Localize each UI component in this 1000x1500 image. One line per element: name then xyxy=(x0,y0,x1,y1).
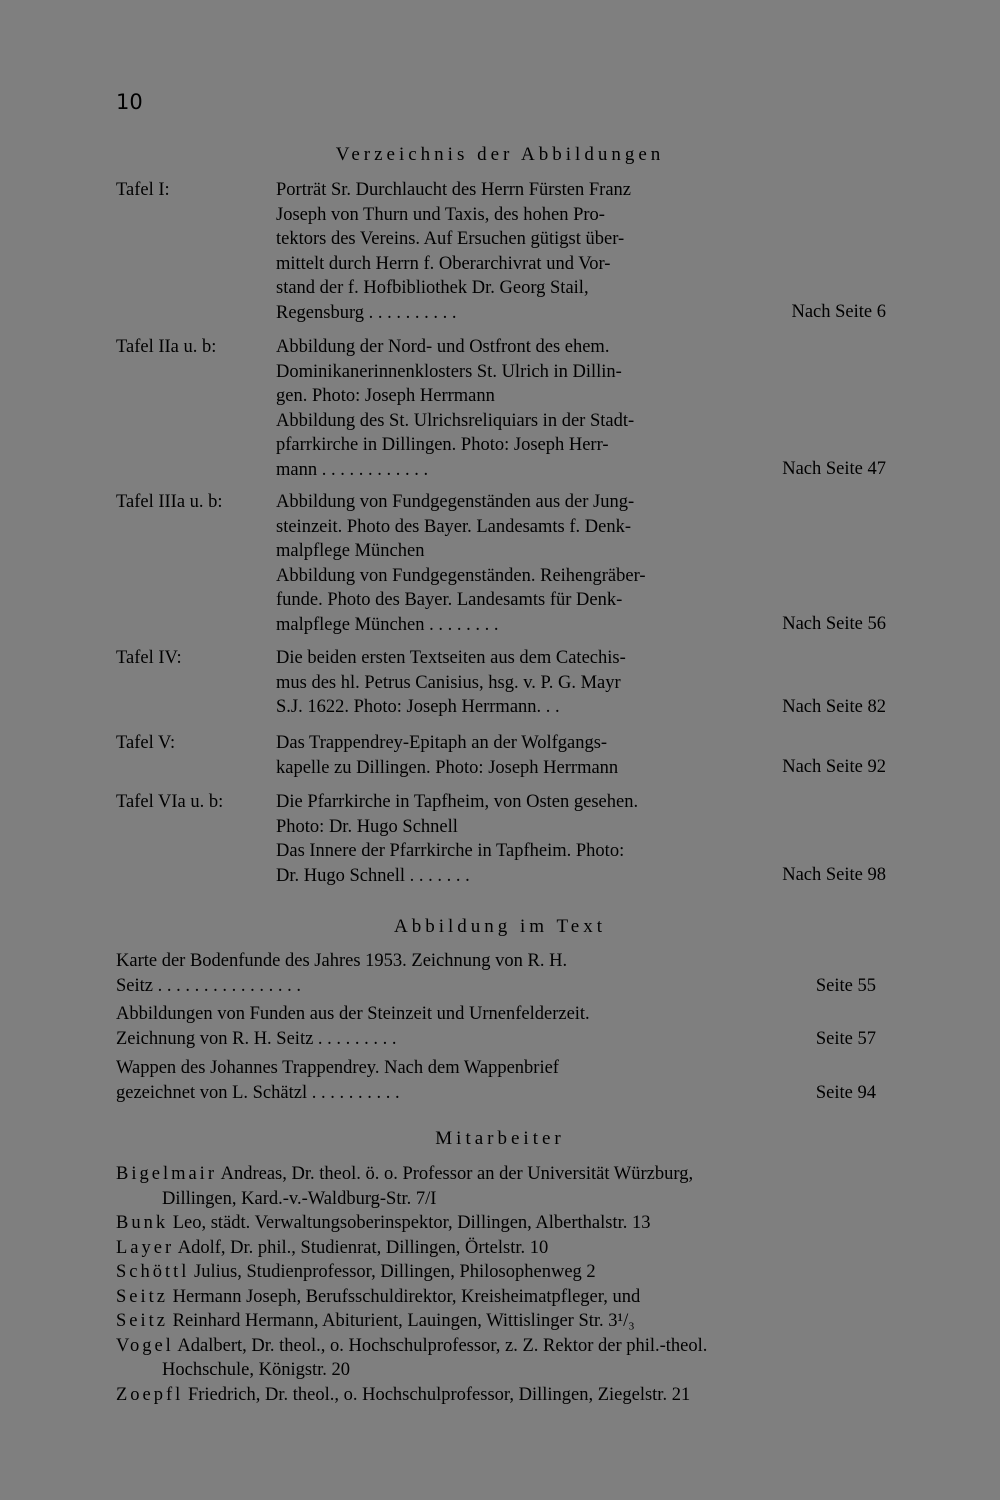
description-line: Dominikanerinnenklosters St. Ulrich in Dillin- xyxy=(276,361,622,382)
contributor-name: Vogel xyxy=(116,1335,174,1356)
contributor-name: Bunk xyxy=(116,1213,169,1233)
contributor-details: Leo, städt. Verwaltungsoberinspektor, Dillingen, Alberthalstr. 13 xyxy=(168,1213,651,1233)
description-line: Die beiden ersten Textseiten aus dem Catechis- xyxy=(276,648,626,668)
plate-description xyxy=(276,731,738,780)
contributor-details: Friedrich, Dr. theol., o. Hochschulprofessor, Dillingen, Ziegelstr. 21 xyxy=(183,1384,691,1405)
plate-label: Tafel I: xyxy=(116,180,170,200)
entry-line: gezeichnet von L. Schätzl . . . . . . . . . . xyxy=(116,1082,400,1103)
entry-line: Seitz . . . . . . . . . . . . . . . . xyxy=(116,975,301,996)
contributor-name: Seitz xyxy=(116,1286,168,1307)
page-reference: Nach Seite 47 xyxy=(782,459,886,479)
page-reference: Nach Seite 56 xyxy=(782,614,886,634)
contributor-name: Bigelmair xyxy=(116,1164,217,1184)
description-line: Die Pfarrkirche in Tapfheim, von Osten gesehen. xyxy=(276,792,639,812)
description-line: Photo: Dr. Hugo Schnell xyxy=(276,816,458,837)
plate-entry xyxy=(116,490,886,640)
plate-entry xyxy=(116,646,886,726)
plate-entry xyxy=(116,731,886,786)
contributor-details: Adolf, Dr. phil., Studienrat, Dillingen, Örtelstr. 10 xyxy=(174,1237,549,1258)
page-reference: Nach Seite 92 xyxy=(782,757,886,777)
heading-contributors: Mitarbeiter xyxy=(435,1128,565,1149)
description-line: gen. Photo: Joseph Herrmann xyxy=(276,386,495,406)
contributor-details-continued: Dillingen, Kard.-v.-Waldburg-Str. 7/I xyxy=(162,1188,437,1209)
description-line: mann . . . . . . . . . . . . xyxy=(276,459,429,480)
heading-text-figures: Abbildung im Text xyxy=(394,916,606,937)
description-line: Abbildung der Nord- und Ostfront des ehem. xyxy=(276,337,610,357)
description-line: Abbildung des St. Ulrichsreliquiars in der Stadt- xyxy=(276,410,635,431)
contributor-name: Zoepfl xyxy=(116,1384,184,1405)
description-line: mittelt durch Herrn f. Oberarchivrat und Vor- xyxy=(276,253,611,274)
page-reference: Nach Seite 6 xyxy=(791,302,886,322)
entry-line: Zeichnung von R. H. Seitz . . . . . . . . . xyxy=(116,1028,397,1049)
plate-description xyxy=(276,178,738,325)
contributor-details: Andreas, Dr. theol. ö. o. Professor an der Universität Würzburg, xyxy=(216,1164,694,1184)
description-line: Abbildung von Fundgegenständen aus der Jung- xyxy=(276,492,635,512)
contributor-entry xyxy=(116,1236,896,1261)
page-reference: Seite 57 xyxy=(815,1029,876,1049)
description-line: kapelle zu Dillingen. Photo: Joseph Herrmann xyxy=(276,757,619,778)
description-line: Das Trappendrey-Epitaph an der Wolfgangs- xyxy=(276,733,608,753)
contributor-entry xyxy=(116,1334,896,1383)
contributor-details: Hermann Joseph, Berufsschuldirektor, Kreisheimatpfleger, und xyxy=(168,1286,641,1307)
description-line: S.J. 1622. Photo: Joseph Herrmann. . . xyxy=(276,697,560,717)
plate-label: Tafel V: xyxy=(116,733,176,753)
contributor-details-continued: Hochschule, Königstr. 20 xyxy=(162,1360,351,1380)
contributor-name: Layer xyxy=(116,1237,175,1258)
plate-entry xyxy=(116,178,886,328)
plate-label: Tafel IIa u. b: xyxy=(116,337,217,357)
heading-plates: Verzeichnis der Abbildungen xyxy=(335,144,665,165)
page-reference: Seite 94 xyxy=(815,1083,876,1103)
page-reference: Nach Seite 82 xyxy=(782,697,886,717)
entry-line: Karte der Bodenfunde des Jahres 1953. Zeichnung von R. H. xyxy=(116,951,568,971)
plate-label: Tafel IIIa u. b: xyxy=(116,492,223,512)
plate-label: Tafel VIa u. b: xyxy=(116,792,224,812)
description-line: Dr. Hugo Schnell . . . . . . . xyxy=(276,865,470,886)
description-line: Joseph von Thurn und Taxis, des hohen Pro- xyxy=(276,204,605,225)
contributor-name: Seitz xyxy=(116,1311,168,1331)
description-line: malpflege München xyxy=(276,541,425,561)
description-line: mus des hl. Petrus Canisius, hsg. v. P. G. Mayr xyxy=(276,672,621,693)
plate-description xyxy=(276,790,738,888)
contributor-entry xyxy=(116,1162,896,1211)
description-line: Das Innere der Pfarrkirche in Tapfheim. Photo: xyxy=(276,841,625,861)
contributor-entry xyxy=(116,1383,896,1408)
page-number: 10 xyxy=(116,90,143,114)
text-figure-entry xyxy=(116,949,876,1001)
description-line: steinzeit. Photo des Bayer. Landesamts f. Denk- xyxy=(276,516,632,537)
contributor-details: Julius, Studienprofessor, Dillingen, Philosophenweg 2 xyxy=(189,1262,596,1282)
contributor-entry xyxy=(116,1260,896,1285)
description-line: Porträt Sr. Durchlaucht des Herrn Fürsten Franz xyxy=(276,180,632,200)
description-line: Regensburg . . . . . . . . . . xyxy=(276,302,457,323)
contributor-details: Adalbert, Dr. theol., o. Hochschulprofessor, z. Z. Rektor der phil.-theol. xyxy=(173,1335,708,1356)
contributor-details: Reinhard Hermann, Abiturient, Lauingen, Wittislinger Str. 3¹/₃ xyxy=(168,1311,635,1331)
plate-label: Tafel IV: xyxy=(116,648,182,668)
plate-entry xyxy=(116,790,886,895)
description-line: stand der f. Hofbibliothek Dr. Georg Stail, xyxy=(276,278,589,298)
plate-description xyxy=(276,335,738,482)
text-figure-entry xyxy=(116,1002,876,1054)
entry-line: Wappen des Johannes Trappendrey. Nach dem Wappenbrief xyxy=(116,1058,559,1078)
contributor-name: Schöttl xyxy=(116,1262,190,1282)
contributor-entry xyxy=(116,1211,896,1236)
description-line: malpflege München . . . . . . . . xyxy=(276,614,499,635)
description-line: Abbildung von Fundgegenständen. Reihengräber- xyxy=(276,565,646,586)
text-figure-entry xyxy=(116,1056,876,1108)
page-reference: Seite 55 xyxy=(815,976,876,996)
plate-entry xyxy=(116,335,886,485)
entry-line: Abbildungen von Funden aus der Steinzeit und Urnenfelderzeit. xyxy=(116,1004,590,1024)
description-line: funde. Photo des Bayer. Landesamts für Denk- xyxy=(276,590,623,610)
contributor-entry xyxy=(116,1309,896,1334)
plate-description xyxy=(276,646,738,720)
contributor-entry xyxy=(116,1285,896,1310)
description-line: tektors des Vereins. Auf Ersuchen gütigst über- xyxy=(276,229,625,249)
page-reference: Nach Seite 98 xyxy=(782,865,886,885)
description-line: pfarrkirche in Dillingen. Photo: Joseph Herr- xyxy=(276,435,609,455)
contributor-list xyxy=(116,1162,896,1407)
plate-description xyxy=(276,490,738,637)
